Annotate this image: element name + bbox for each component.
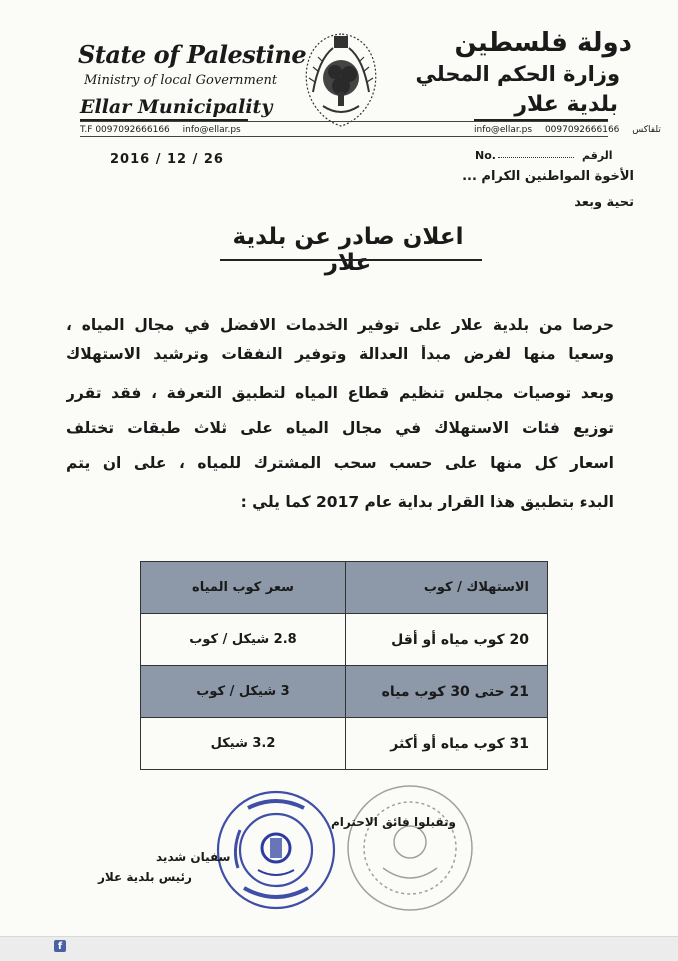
body-line: البدء بتطبيق هذا القرار بداية عام 2017 كما يلي : bbox=[240, 493, 614, 511]
letterhead-rule-thin bbox=[80, 121, 608, 122]
facebook-icon[interactable]: f bbox=[54, 940, 66, 952]
footer-bar bbox=[0, 936, 678, 961]
contact-left bbox=[80, 125, 251, 135]
signer-title: رئيس بلدية علار bbox=[98, 870, 192, 884]
reference-arabic-label: الرقم bbox=[582, 149, 613, 162]
english-state-title: State of Palestine bbox=[78, 40, 307, 69]
column-header-consumption: الاستهلاك / كوب bbox=[346, 562, 548, 614]
table-row bbox=[141, 666, 548, 718]
table-cell-consumption: 21 حتى 30 كوب مياه bbox=[346, 666, 548, 718]
arabic-state-title: دولة فلسطين bbox=[454, 28, 632, 58]
contact-label-right: تلفاكس bbox=[632, 125, 661, 135]
letter-date: 2016 / 12 / 26 bbox=[110, 152, 224, 167]
table-cell-price: 3 شيكل / كوب bbox=[141, 666, 346, 718]
english-ministry-name: Ministry of local Government bbox=[84, 73, 278, 88]
body-line: وسعيا منها لفرض مبدأ العدالة وتوفير النفقات وترشيد الاستهلاك bbox=[66, 345, 614, 363]
arabic-municipality-name: بلدية علار bbox=[514, 92, 618, 117]
contact-email-right: info@ellar.ps bbox=[474, 125, 533, 135]
palestine-emblem-icon bbox=[293, 22, 389, 132]
faded-emblem-seal-icon bbox=[335, 778, 485, 918]
table-row bbox=[141, 614, 548, 666]
column-header-price: سعر كوب المياه bbox=[141, 562, 346, 614]
title-underline bbox=[220, 259, 482, 261]
arabic-ministry-name: وزارة الحكم المحلي bbox=[415, 62, 620, 86]
greeting: تحية وبعد bbox=[574, 195, 634, 210]
table-cell-price: 2.8 شيكل / كوب bbox=[141, 614, 346, 666]
english-municipality-name: Ellar Municipality bbox=[80, 96, 273, 118]
body-line: وبعد توصيات مجلس تنظيم قطاع المياه لتطبيق التعرفة ، فقد تقرر bbox=[66, 384, 614, 402]
table-header-row bbox=[141, 562, 548, 614]
salutation: الأخوة المواطنين الكرام ... bbox=[462, 169, 634, 184]
letterhead-rule-bottom bbox=[80, 136, 608, 137]
contact-email-left: info@ellar.ps bbox=[182, 125, 241, 135]
body-line: حرصا من بلدية علار على توفير الخدمات الافضل في مجال المياه ، bbox=[66, 316, 614, 334]
table-cell-consumption: 31 كوب مياه أو أكثر bbox=[346, 718, 548, 770]
signer-name: سفيان شديد bbox=[156, 850, 231, 864]
body-line: اسعار كل منها على حسب سحب المشترك للمياه ، على ان يتم bbox=[66, 454, 614, 472]
closing-remark: وتقبلوا فائق الاحترام bbox=[330, 815, 456, 829]
announcement-title: اعلان صادر عن بلدية علار bbox=[232, 224, 464, 276]
table-cell-consumption: 20 كوب مياه أو أقل bbox=[346, 614, 548, 666]
reference-number-line bbox=[498, 157, 574, 158]
contact-phone-left: T.F 0097092666166 bbox=[80, 125, 170, 135]
body-line: توزيع فئات الاستهلاك في مجال المياه على ثلاث طبقات تختلف bbox=[66, 419, 614, 437]
contact-right bbox=[474, 125, 671, 135]
tariff-table bbox=[140, 561, 548, 770]
contact-phone-right: 0097092666166 bbox=[544, 125, 620, 135]
reference-no-label: No. bbox=[475, 149, 496, 162]
table-row bbox=[141, 718, 548, 770]
table-cell-price: 3.2 شيكل bbox=[141, 718, 346, 770]
municipality-stamp-icon bbox=[212, 786, 340, 914]
